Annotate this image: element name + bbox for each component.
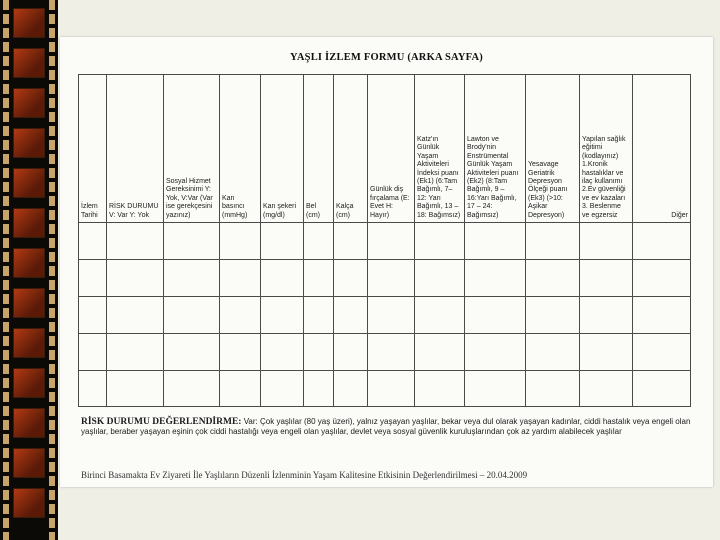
table-cell[interactable] <box>633 371 691 407</box>
table-cell[interactable] <box>304 371 334 407</box>
film-frame <box>13 448 45 478</box>
table-cell[interactable] <box>580 260 633 297</box>
scanned-form-page <box>60 37 713 487</box>
table-cell[interactable] <box>465 260 526 297</box>
table-cell[interactable] <box>368 371 415 407</box>
table-cell[interactable] <box>633 297 691 334</box>
column-header-risk-status: RİSK DURUMU V: Var Y: Yok <box>107 75 164 223</box>
table-cell[interactable] <box>107 260 164 297</box>
table-cell[interactable] <box>580 371 633 407</box>
film-frame <box>13 408 45 438</box>
column-header-lawton-iadl: Lawton ve Brody'nin Enstrümental Günlük Yaşam Aktiviteleri puanı (Ek2) (8:Tam Bağımlı, 9 – 16:Yarı Bağımlı, 17 – 24: Bağımsız) <box>465 75 526 223</box>
table-cell[interactable] <box>107 223 164 260</box>
risk-assessment-heading: RİSK DURUMU DEĞERLENDİRME: <box>81 417 242 427</box>
film-frame <box>13 88 45 118</box>
table-cell[interactable] <box>79 334 107 371</box>
table-cell[interactable] <box>526 371 580 407</box>
risk-assessment-note <box>81 417 693 437</box>
column-header-health-education: Yapılan sağlık eğitimi (kodlayınız) 1.Kronik hastalıklar ve ilaç kullanımı 2.Ev güvenliği ve ev kazaları 3. Beslenme ve egzersiz <box>580 75 633 223</box>
table-header-row <box>79 75 691 223</box>
table-cell[interactable] <box>79 260 107 297</box>
film-frame <box>13 128 45 158</box>
film-frame <box>13 488 45 518</box>
table-cell[interactable] <box>580 334 633 371</box>
column-header-waist: Bel (cm) <box>304 75 334 223</box>
column-header-yesavage-depression: Yesavage Geriatrik Depresyon Ölçeği puanı (Ek3) (>10: Aşikar Depresyon) <box>526 75 580 223</box>
film-frame <box>13 208 45 238</box>
form-title: YAŞLI İZLEM FORMU (ARKA SAYFA) <box>290 52 483 63</box>
table-cell[interactable] <box>220 260 261 297</box>
table-cell[interactable] <box>79 223 107 260</box>
column-header-social-service-need: Sosyal Hizmet Gereksinimi Y: Yok, V:Var (Var ise gerekçesini yazınız) <box>164 75 220 223</box>
table-cell[interactable] <box>526 334 580 371</box>
table-cell[interactable] <box>415 334 465 371</box>
table-cell[interactable] <box>107 371 164 407</box>
film-frame <box>13 168 45 198</box>
table-cell[interactable] <box>580 223 633 260</box>
table-cell[interactable] <box>220 334 261 371</box>
table-cell[interactable] <box>261 260 304 297</box>
table-cell[interactable] <box>304 297 334 334</box>
table-cell[interactable] <box>415 260 465 297</box>
table-cell[interactable] <box>79 297 107 334</box>
table-cell[interactable] <box>107 297 164 334</box>
film-strip-border <box>0 0 58 540</box>
table-cell[interactable] <box>164 223 220 260</box>
column-header-other: Diğer <box>633 75 691 223</box>
page-footer: Birinci Basamakta Ev Ziyareti İle Yaşlıların Düzenli İzlenminin Yaşam Kalitesine Etkisinin Değerlendirilmesi – 20.04.2009 <box>81 470 528 480</box>
table-cell[interactable] <box>79 371 107 407</box>
follow-up-form-table <box>78 74 691 407</box>
table-row <box>79 297 691 334</box>
film-frame <box>13 368 45 398</box>
table-cell[interactable] <box>368 297 415 334</box>
table-cell[interactable] <box>580 297 633 334</box>
table-cell[interactable] <box>415 223 465 260</box>
column-header-tooth-brushing: Günlük diş fırçalama (E: Evet H: Hayır) <box>368 75 415 223</box>
table-cell[interactable] <box>261 371 304 407</box>
table-cell[interactable] <box>415 297 465 334</box>
table-cell[interactable] <box>304 334 334 371</box>
table-row <box>79 371 691 407</box>
table-cell[interactable] <box>368 223 415 260</box>
table-cell[interactable] <box>220 371 261 407</box>
column-header-blood-sugar: Kan şekeri (mg/dl) <box>261 75 304 223</box>
table-cell[interactable] <box>334 260 368 297</box>
film-frame <box>13 248 45 278</box>
table-cell[interactable] <box>633 223 691 260</box>
table-cell[interactable] <box>465 371 526 407</box>
table-cell[interactable] <box>164 371 220 407</box>
table-cell[interactable] <box>220 297 261 334</box>
film-frame <box>13 288 45 318</box>
table-cell[interactable] <box>107 334 164 371</box>
table-cell[interactable] <box>220 223 261 260</box>
table-cell[interactable] <box>465 334 526 371</box>
table-cell[interactable] <box>261 297 304 334</box>
table-cell[interactable] <box>415 371 465 407</box>
table-cell[interactable] <box>304 260 334 297</box>
table-cell[interactable] <box>368 334 415 371</box>
table-cell[interactable] <box>633 334 691 371</box>
column-header-hip: Kalça (cm) <box>334 75 368 223</box>
table-row <box>79 223 691 260</box>
film-frame <box>13 48 45 78</box>
film-strip-rail-right <box>49 0 55 540</box>
table-cell[interactable] <box>261 223 304 260</box>
risk-assessment-text: Var: Çok yaşlılar (80 yaş üzeri), yalnız yaşayan yaşlılar, bekar veya dul olarak yaşayan kadınlar, ciddi hastalık veya engeli olan yaşlılar, beraber yaşayan eşinin çok ciddi hastalığı veya engeli olan yaşlılar, devlet veya sosyal güvenlik kuruluşlarından çok az yardım alabilecek yaşlılar <box>81 417 691 436</box>
table-cell[interactable] <box>465 223 526 260</box>
table-cell[interactable] <box>633 260 691 297</box>
table-cell[interactable] <box>368 260 415 297</box>
table-cell[interactable] <box>334 223 368 260</box>
table-cell[interactable] <box>465 297 526 334</box>
table-cell[interactable] <box>304 223 334 260</box>
table-cell[interactable] <box>526 223 580 260</box>
column-header-visit-date: İzlem Tarihi <box>79 75 107 223</box>
table-cell[interactable] <box>261 334 304 371</box>
column-header-katz-adl: Katz'ın Günlük Yaşam Aktiviteleri İndeksi puanı (Ek1) (6:Tam Bağımlı, 7–12: Yarı Bağımlı, 13 – 18: Bağımsız) <box>415 75 465 223</box>
table-cell[interactable] <box>526 260 580 297</box>
table-row <box>79 260 691 297</box>
film-frame <box>13 328 45 358</box>
table-cell[interactable] <box>526 297 580 334</box>
table-cell[interactable] <box>334 334 368 371</box>
table-cell[interactable] <box>334 371 368 407</box>
table-cell[interactable] <box>164 334 220 371</box>
table-cell[interactable] <box>334 297 368 334</box>
column-header-blood-pressure: Kan basıncı (mmHg) <box>220 75 261 223</box>
film-frame <box>13 8 45 38</box>
table-row <box>79 334 691 371</box>
table-cell[interactable] <box>164 260 220 297</box>
table-cell[interactable] <box>164 297 220 334</box>
film-strip-rail-left <box>3 0 9 540</box>
